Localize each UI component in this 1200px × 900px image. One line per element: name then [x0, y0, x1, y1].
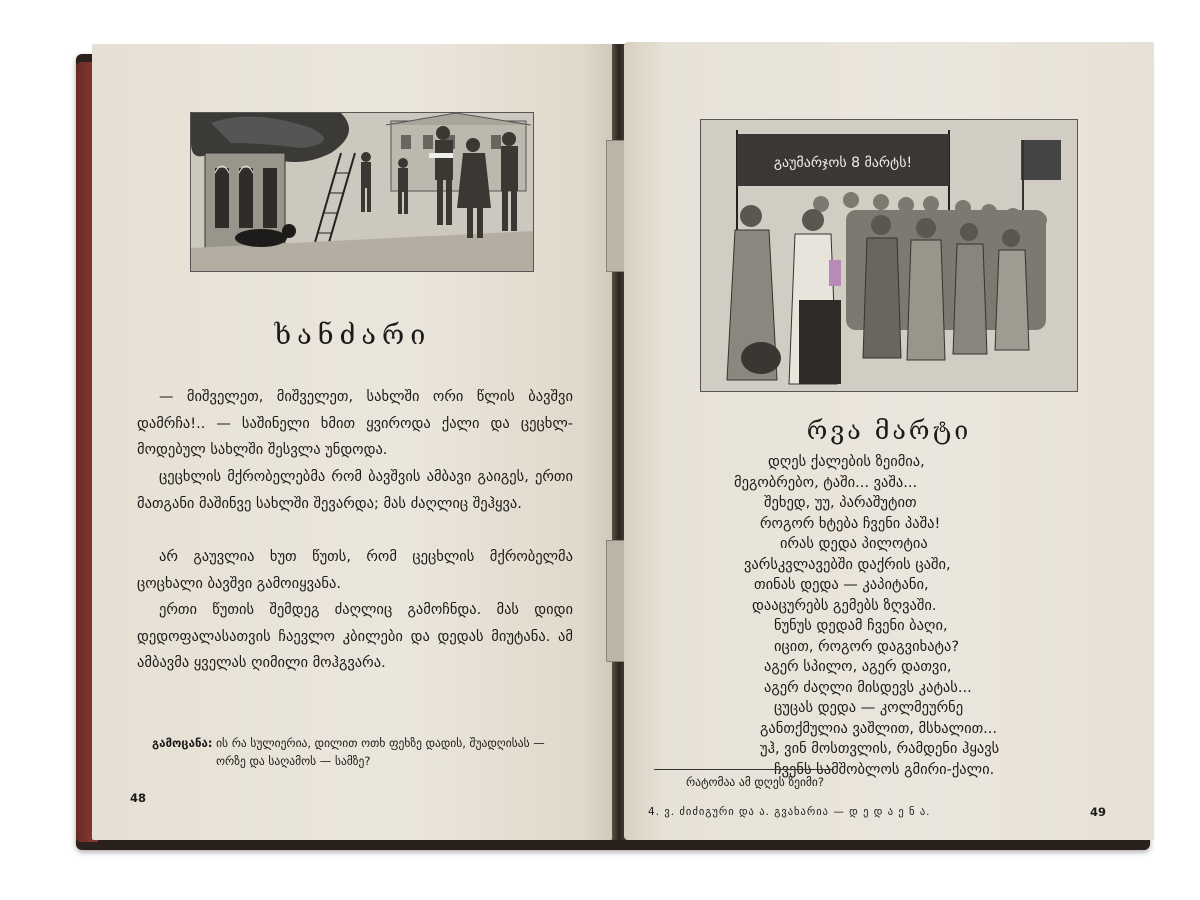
paragraph-text: — მიშველეთ, მიშველეთ, სახლში ორი წლის ბავშვი დამრჩა!.. — საშინელი ხმით ყვიროდა ქალი და ცეცხლ-მოდებულ სახლში შესვლა უნდოდა.	[137, 389, 573, 458]
story-title: ხანძარი	[274, 320, 432, 351]
right-page	[624, 42, 1154, 840]
poem-line: დააცურებს გემებს ზღვაში.	[752, 597, 937, 614]
poem-line: ცუცას დედა — კოლმეურნე	[774, 700, 964, 716]
poem-line: ჩვენს სამშობლოს გმირი-ქალი.	[774, 761, 995, 778]
poem-line: ნუნუს დედამ ჩვენი ბაღი,	[774, 618, 948, 634]
poem-line: განთქმულია ვაშლით, მსხალით...	[760, 720, 998, 737]
footnote-rule	[654, 769, 834, 770]
poem-line: იცით, როგორ დაგვიხატა?	[774, 638, 960, 655]
left-page	[92, 44, 614, 840]
poem-line: აგერ ძაღლი მისდევს კატას...	[764, 679, 972, 696]
binding-stitch	[606, 140, 626, 272]
poem-line: მეგობრებო, ტაში... ვაშა...	[734, 474, 918, 491]
poem-line: თინას დედა — კაპიტანი,	[754, 577, 929, 593]
story-paragraph-4	[137, 597, 573, 677]
banner-text: გაუმარჯოს 8 მარტს!	[773, 155, 913, 171]
story-paragraph-2	[137, 464, 573, 517]
poem-line: აგერ სპილო, აგერ დათვი,	[764, 659, 952, 675]
riddle	[152, 734, 572, 770]
poem-line: დღეს ქალების ზეიმია,	[768, 454, 925, 470]
paragraph-text: ცეცხლის მქრობელებმა რომ ბავშვის ამბავი გაიგეს, ერთი მათგანი მაშინვე სახლში შევარდა; მას ძაღლიც შეჰყვა.	[137, 469, 573, 512]
footnote: რატომაა ამ დღეს ზეიმი?	[686, 775, 824, 789]
paragraph-text: ერთი წუთის შემდეგ ძაღლიც გამოჩნდა. მას დიდი დედოფალასათვის ჩაევლო კბილები და დედას მიუტანა. ამ ამბავმა ყველას ღიმილი მოჰგვარა.	[137, 602, 573, 671]
story-paragraph-1	[137, 384, 573, 464]
riddle-line-2: ორზე და საღამოს — სამზე?	[216, 754, 371, 768]
paragraph-text: არ გაუვლია ხუთ წუთს, რომ ცეცხლის მქრობელმა ცოცხალი ბავშვი გამოიყვანა.	[137, 549, 573, 592]
fire-illustration	[190, 112, 534, 272]
poem-title: რვა მარტი	[806, 416, 972, 445]
poem-line: როგორ ხტება ჩვენი პაშა!	[760, 515, 941, 532]
poem-line: შეხედ, უუ, პარაშუტით	[764, 495, 917, 511]
march-8-parade-illustration	[700, 119, 1078, 392]
poem-line: უჰ, ვინ მოსთვლის, რამდენი ჰყავს	[760, 741, 1000, 757]
imprint-line: 4. ვ. ძიძიგური და ა. გვახარია — დ ე დ ა ე ნ ა.	[648, 806, 931, 818]
poem	[734, 452, 1114, 780]
story-paragraph-3	[137, 544, 573, 597]
riddle-line-1: ის რა სულიერია, დილით ოთხ ფეხზე დადის, შუადღისას —	[216, 736, 545, 750]
page-number-right: 49	[1090, 805, 1107, 819]
poem-line: ვარსკვლავებში დაქრის ცაში,	[744, 556, 951, 573]
poem-line: ირას დედა პილოტია	[780, 536, 928, 552]
riddle-label: გამოცანა:	[152, 736, 213, 750]
binding-stitch	[606, 540, 626, 662]
page-number-left: 48	[130, 791, 147, 805]
